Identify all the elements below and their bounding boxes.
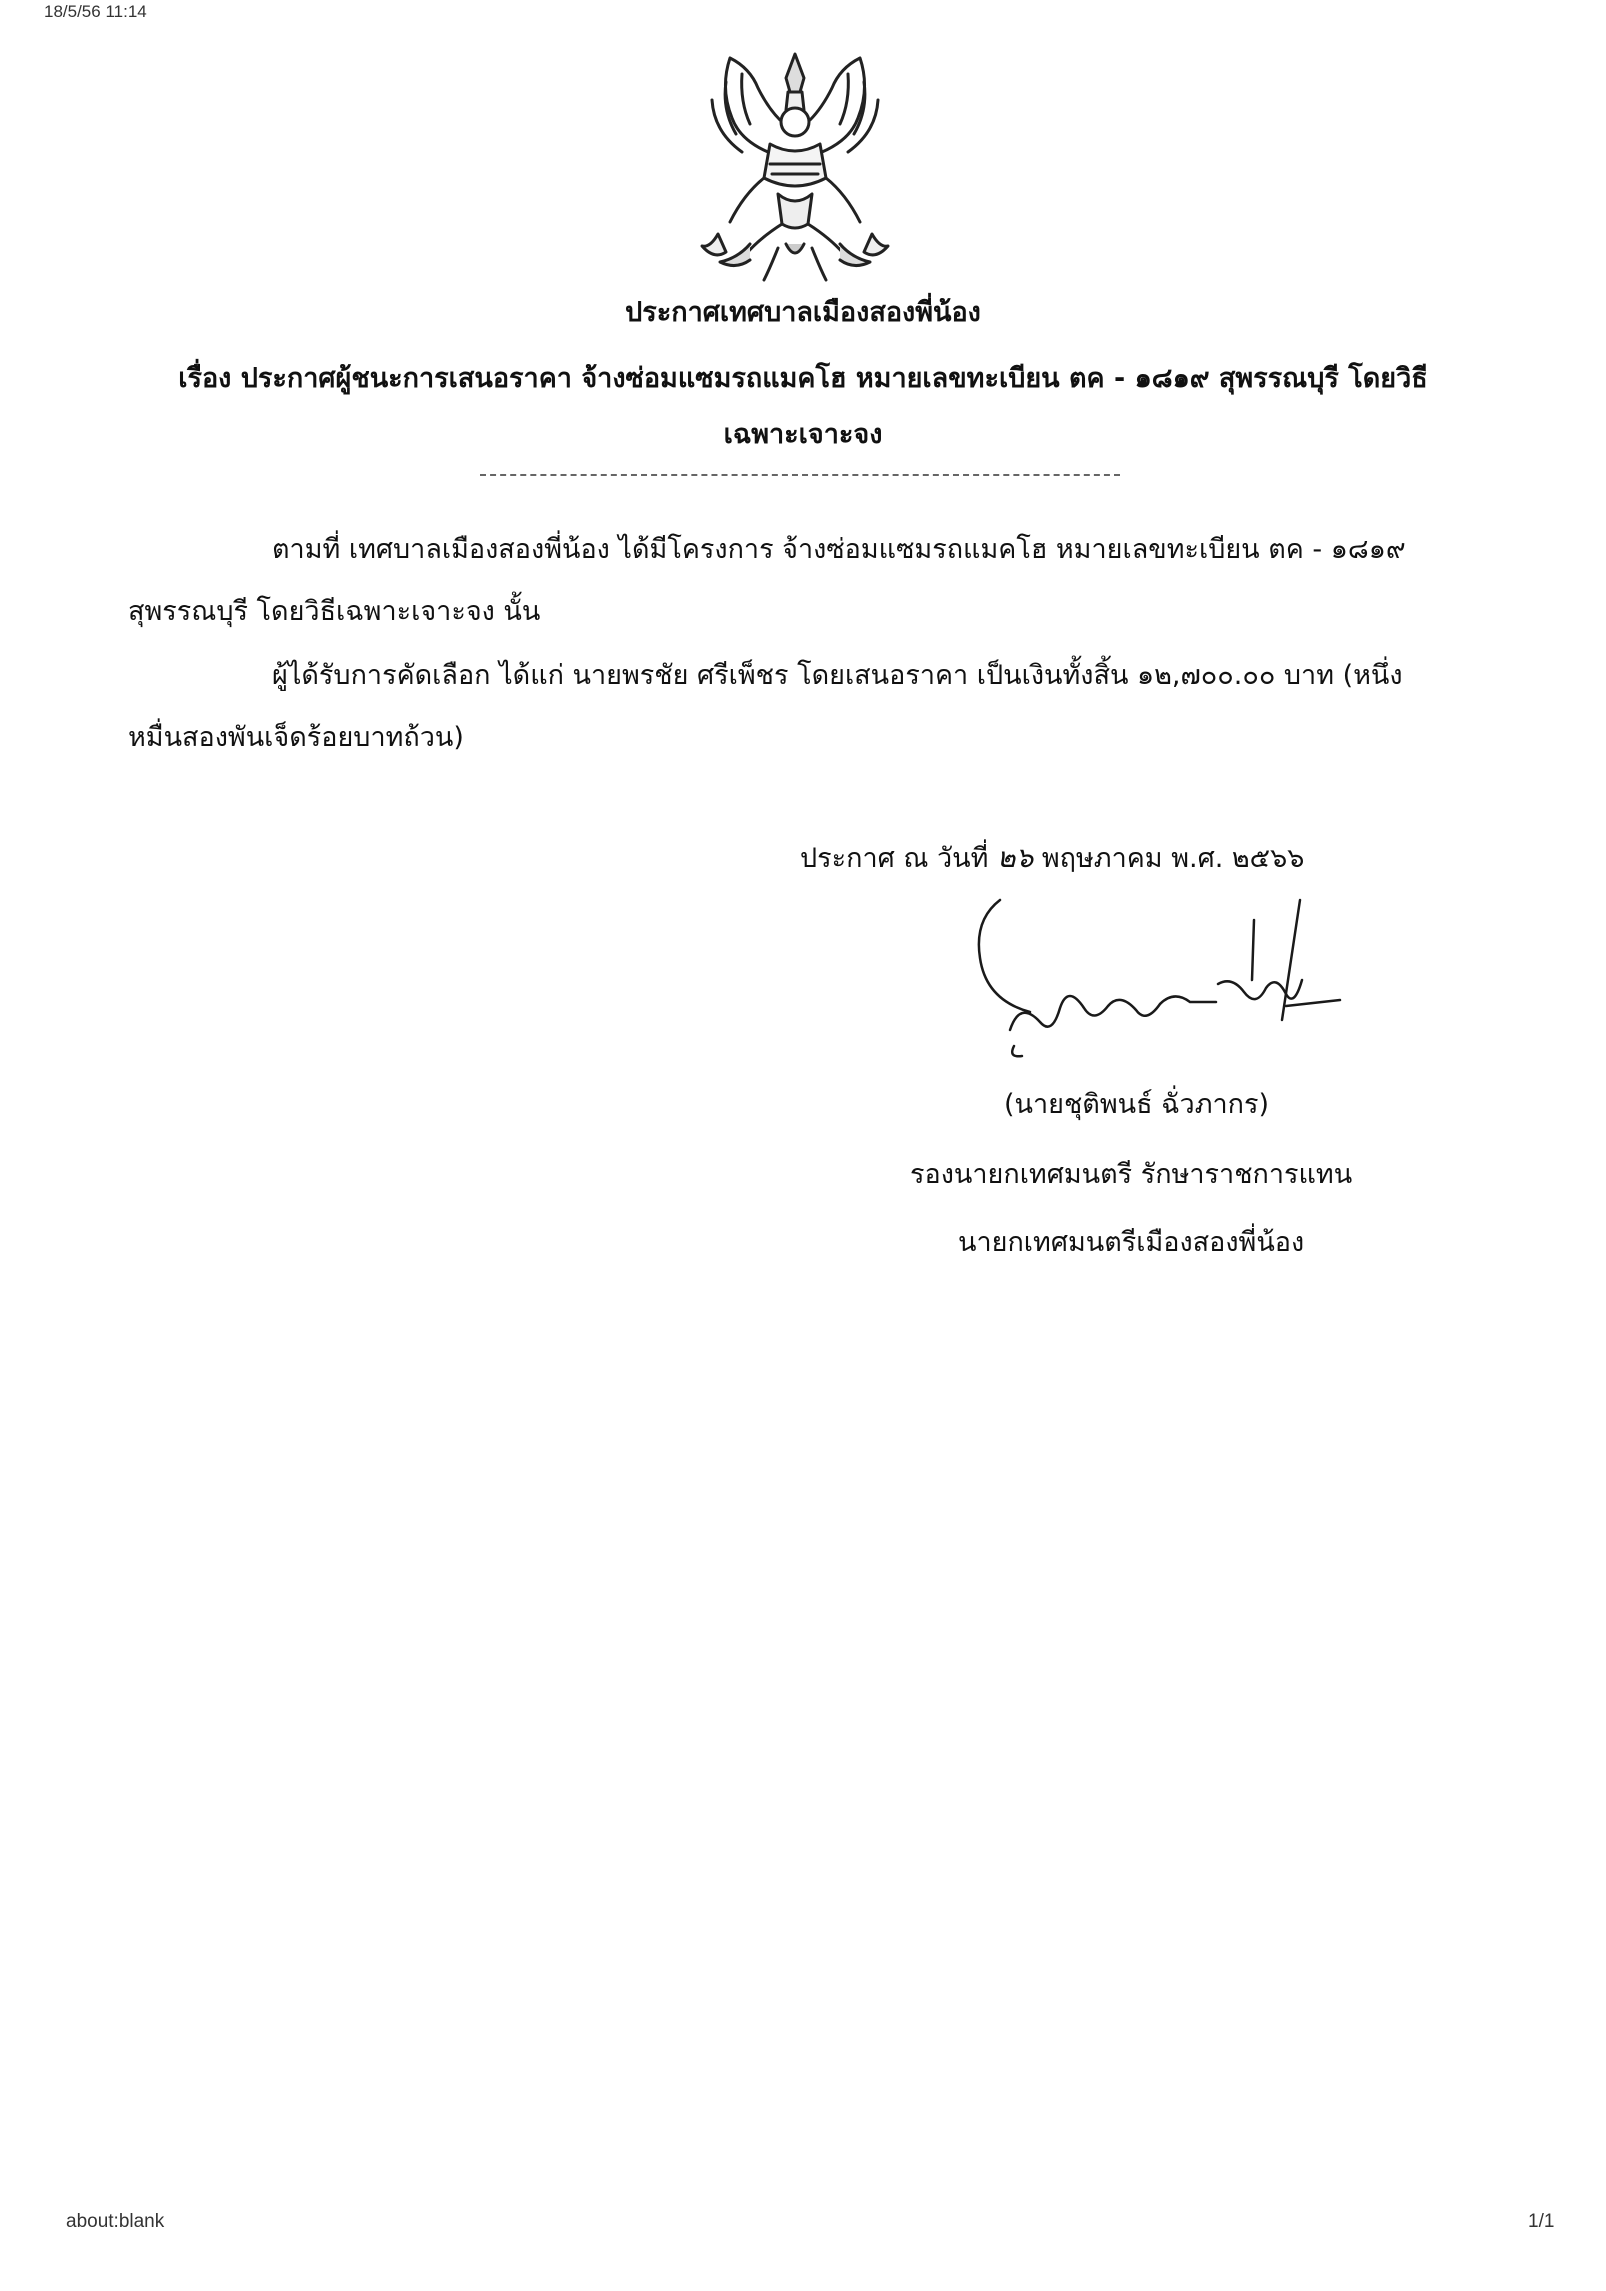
document-subject-line2: เฉพาะเจาะจง (723, 419, 883, 450)
handwritten-signature-icon (960, 880, 1360, 1060)
garuda-emblem-icon (680, 48, 910, 284)
paragraph1-line2: สุพรรณบุรี โดยวิธีเฉพาะเจาะจง นั้น (128, 596, 541, 627)
document-title: ประกาศเทศบาลเมืองสองพี่น้อง (625, 297, 981, 328)
signatory-position-line1: รองนายกเทศมนตรี รักษาราชการแทน (910, 1159, 1353, 1190)
paragraph2-line2: หมื่นสองพันเจ็ดร้อยบาทถ้วน) (128, 722, 464, 753)
document-subject-line1: เรื่อง ประกาศผู้ชนะการเสนอราคา จ้างซ่อมแซมรถแมคโฮ หมายเลขทะเบียน ตค - ๑๘๑๙ สุพรรณบุรี โดยวิธี (178, 363, 1428, 394)
paragraph2-line1: ผู้ได้รับการคัดเลือก ได้แก่ นายพรชัย ศรีเพ็ชร โดยเสนอราคา เป็นเงินทั้งสิ้น ๑๒,๗๐๐.๐๐ บาท (หนึ่ง (272, 660, 1403, 691)
announce-month-year: พฤษภาคม พ.ศ. ๒๕๖๖ (1041, 843, 1305, 874)
print-page-number: 1/1 (1528, 2211, 1555, 2232)
announcement-date (800, 836, 1304, 880)
signatory-position-line2: นายกเทศมนตรีเมืองสองพี่น้อง (958, 1227, 1305, 1258)
separator-dashed-line (480, 474, 1120, 476)
print-timestamp: 18/5/56 11:14 (44, 2, 147, 21)
print-url: about:blank (66, 2211, 165, 2232)
announce-prefix: ประกาศ ณ วันที่ (800, 843, 989, 874)
paragraph1-line1: ตามที่ เทศบาลเมืองสองพี่น้อง ได้มีโครงการ จ้างซ่อมแซมรถแมคโฮ หมายเลขทะเบียน ตค - ๑๘๑๙ (272, 534, 1406, 565)
announce-day-handwritten: ๒๖ (997, 841, 1034, 874)
signatory-name: (นายชุติพนธ์ ฉั่วภากร) (1004, 1089, 1270, 1120)
